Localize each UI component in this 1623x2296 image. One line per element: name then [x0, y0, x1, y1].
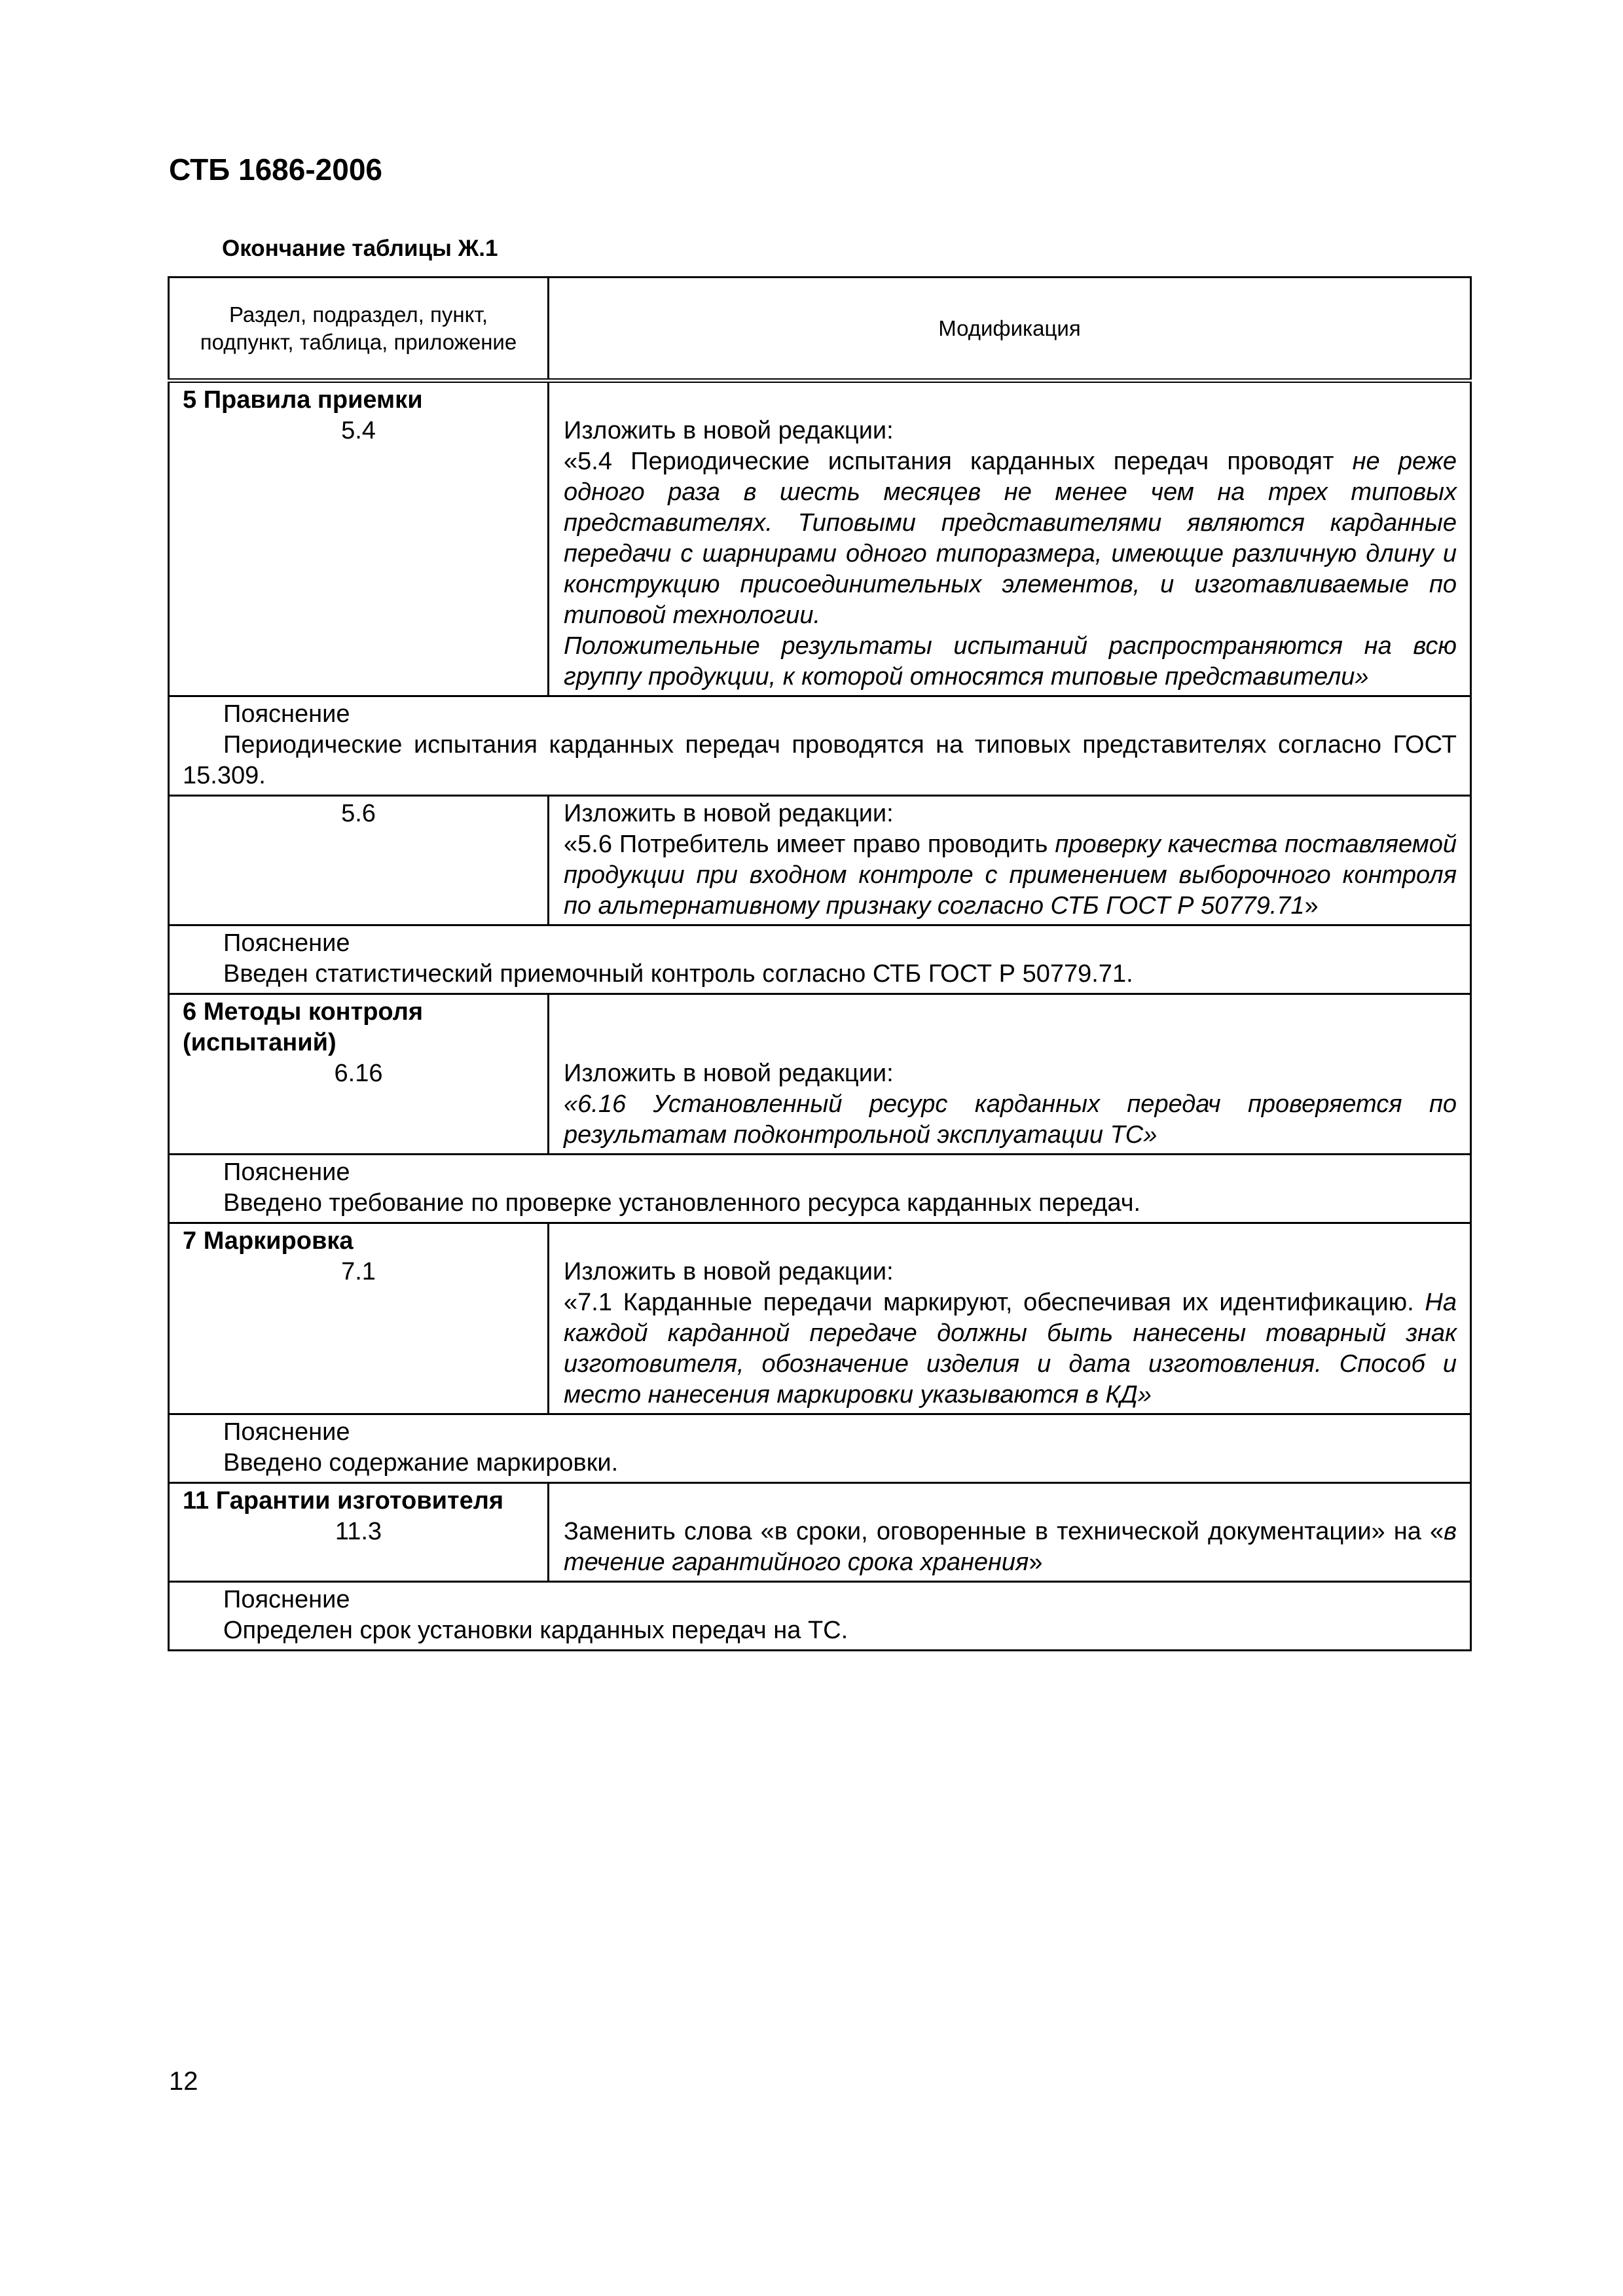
- explanation-row: [169, 1155, 1471, 1223]
- modification-table: [168, 276, 1472, 1651]
- document-code: СТБ 1686-2006: [169, 152, 382, 187]
- quote-text: «7.1 Карданные передачи маркируют, обеспечивая их идентификацию. На каждой карданной передаче должны быть нанесены товарный знак изготовителя, обозначение изделия и дата изготовления. Способ и место нанесения маркировки указываются в КД»: [564, 1289, 1457, 1408]
- quote-text-continued: Положительные результаты испытаний распространяются на всю группу продукции, к которой относятся типовые представители»: [564, 632, 1457, 691]
- table-row: [169, 1223, 1471, 1414]
- explanation-label: Пояснение: [223, 1418, 350, 1446]
- instruction-text: Изложить в новой редакции:: [564, 417, 894, 444]
- explanation-cell: [169, 1582, 1471, 1651]
- clause-number: 7.1: [341, 1258, 376, 1285]
- explanation-row: [169, 696, 1471, 796]
- quote-text: «6.16 Установленный ресурс карданных передач проверяется по результатам подконтрольной эксплуатации ТС»: [564, 1090, 1457, 1149]
- section-title: 11 Гарантии изготовителя: [183, 1487, 504, 1515]
- table-row: [169, 1483, 1471, 1582]
- instruction-text: Изложить в новой редакции:: [564, 800, 894, 827]
- explanation-label: Пояснение: [223, 700, 350, 728]
- table-header-row: [169, 278, 1471, 381]
- table-caption: Окончание таблицы Ж.1: [222, 236, 498, 261]
- modification-cell: [549, 1223, 1471, 1414]
- modification-cell: [549, 381, 1471, 696]
- table-row: [169, 796, 1471, 925]
- header-section-column: Раздел, подраздел, пункт, подпункт, таблица, приложение: [169, 278, 549, 381]
- table-row: [169, 994, 1471, 1155]
- header-modification-column: Модификация: [549, 278, 1471, 381]
- table-row: [169, 381, 1471, 696]
- explanation-row: [169, 925, 1471, 994]
- section-cell: [169, 381, 549, 696]
- modification-cell: [549, 994, 1471, 1155]
- explanation-cell: [169, 1414, 1471, 1483]
- explanation-row: [169, 1414, 1471, 1483]
- explanation-cell: [169, 1155, 1471, 1223]
- section-cell: [169, 994, 549, 1155]
- modification-cell: [549, 796, 1471, 925]
- section-title: 6 Методы контроля (испытаний): [183, 998, 424, 1056]
- explanation-text: Определен срок установки карданных передач на ТС.: [223, 1617, 848, 1644]
- explanation-text: Периодические испытания карданных передач проводятся на типовых представителях согласно ГОСТ 15.309.: [183, 731, 1457, 789]
- clause-number: 5.6: [341, 800, 376, 827]
- explanation-text: Введено содержание маркировки.: [223, 1449, 619, 1477]
- section-title: 5 Правила приемки: [183, 386, 423, 414]
- explanation-row: [169, 1582, 1471, 1651]
- explanation-text: Введен статистический приемочный контроль согласно СТБ ГОСТ Р 50779.71.: [223, 960, 1133, 988]
- explanation-label: Пояснение: [223, 1158, 350, 1186]
- section-cell: [169, 796, 549, 925]
- quote-text: «5.6 Потребитель имеет право проводить проверку качества поставляемой продукции при входном контроле с применением выборочного контроля по альтернативному признаку согласно СТБ ГОСТ Р 50779.71»: [564, 831, 1457, 920]
- instruction-text: Изложить в новой редакции:: [564, 1258, 894, 1285]
- quote-text: Заменить слова «в сроки, оговоренные в технической документации» на «в течение гарантийного срока хранения»: [564, 1518, 1457, 1576]
- explanation-cell: [169, 925, 1471, 994]
- instruction-text: Изложить в новой редакции:: [564, 1060, 894, 1087]
- quote-text: «5.4 Периодические испытания карданных передач проводят не реже одного раза в шесть месяцев не менее чем на трех типовых представителях. Типовыми представителями являются карданные передачи с шарнирами одного типоразмера, имеющие различную длину и конструкцию присоединительных элементов, и изготавливаемые по типовой технологии.: [564, 448, 1457, 629]
- section-cell: [169, 1483, 549, 1582]
- explanation-text: Введено требование по проверке установленного ресурса карданных передач.: [223, 1189, 1141, 1217]
- clause-number: 6.16: [334, 1060, 383, 1087]
- explanation-label: Пояснение: [223, 1586, 350, 1613]
- page-number: 12: [169, 2067, 198, 2096]
- section-title: 7 Маркировка: [183, 1227, 354, 1255]
- clause-number: 11.3: [335, 1518, 382, 1545]
- section-cell: [169, 1223, 549, 1414]
- clause-number: 5.4: [341, 417, 376, 444]
- explanation-cell: [169, 696, 1471, 796]
- modification-cell: [549, 1483, 1471, 1582]
- explanation-label: Пояснение: [223, 929, 350, 957]
